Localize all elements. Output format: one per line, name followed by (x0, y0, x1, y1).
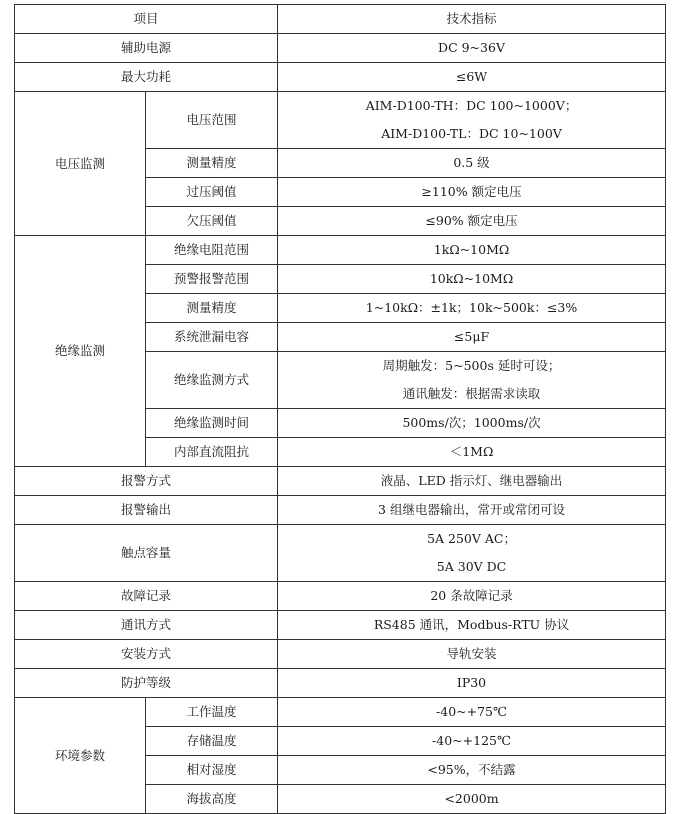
value-line: 5A 30V DC (436, 559, 507, 574)
sub-label: 绝缘监测方式 (146, 352, 278, 409)
row-value: 0.5 级 (278, 149, 666, 178)
table-row (15, 467, 666, 496)
table-row (15, 92, 666, 149)
sub-label: 测量精度 (146, 294, 278, 323)
table-row (15, 669, 666, 698)
row-value: <95%，不结露 (278, 756, 666, 785)
sub-label: 电压范围 (146, 92, 278, 149)
header-spec: 技术指标 (278, 5, 666, 34)
row-value: RS485 通讯，Modbus-RTU 协议 (278, 611, 666, 640)
sub-label: 测量精度 (146, 149, 278, 178)
row-label: 最大功耗 (15, 63, 278, 92)
group-label: 电压监测 (15, 92, 146, 236)
sub-label: 系统泄漏电容 (146, 323, 278, 352)
table-row (15, 236, 666, 265)
value-line: 5A 250V AC； (427, 531, 516, 546)
row-label: 故障记录 (15, 582, 278, 611)
row-label: 触点容量 (15, 525, 278, 582)
row-label: 报警输出 (15, 496, 278, 525)
table-row (15, 63, 666, 92)
row-value: DC 9~36V (278, 34, 666, 63)
row-value: ≥110% 额定电压 (278, 178, 666, 207)
row-value: 20 条故障记录 (278, 582, 666, 611)
row-value: ≤5μF (278, 323, 666, 352)
row-value: 导轨安装 (278, 640, 666, 669)
value-line: AIM-D100-TH：DC 100~1000V； (365, 98, 578, 113)
table-row (15, 640, 666, 669)
group-label: 环境参数 (15, 698, 146, 814)
table-row (15, 582, 666, 611)
table-row (15, 611, 666, 640)
sub-label: 预警报警范围 (146, 265, 278, 294)
row-value: 1kΩ~10MΩ (278, 236, 666, 265)
row-value: -40~+125℃ (278, 727, 666, 756)
row-label: 辅助电源 (15, 34, 278, 63)
group-label: 绝缘监测 (15, 236, 146, 467)
header-item: 项目 (15, 5, 278, 34)
sub-label: 存储温度 (146, 727, 278, 756)
sub-label: 相对湿度 (146, 756, 278, 785)
row-value: 1~10kΩ：±1k；10k~500k：≤3% (278, 294, 666, 323)
row-value: ＜1MΩ (278, 438, 666, 467)
row-value: 500ms/次；1000ms/次 (278, 409, 666, 438)
sub-label: 绝缘监测时间 (146, 409, 278, 438)
sub-label: 工作温度 (146, 698, 278, 727)
row-value: ≤6W (278, 63, 666, 92)
value-line: AIM-D100-TL：DC 10~100V (381, 126, 562, 141)
sub-label: 欠压阈值 (146, 207, 278, 236)
row-value (278, 92, 666, 149)
table-row (15, 698, 666, 727)
row-value: 10kΩ~10MΩ (278, 265, 666, 294)
row-value (278, 352, 666, 409)
sub-label: 过压阈值 (146, 178, 278, 207)
table-row (15, 525, 666, 582)
row-label: 安装方式 (15, 640, 278, 669)
row-value (278, 525, 666, 582)
row-value: -40~+75℃ (278, 698, 666, 727)
row-label: 通讯方式 (15, 611, 278, 640)
row-label: 报警方式 (15, 467, 278, 496)
row-value: 3 组继电器输出，常开或常闭可设 (278, 496, 666, 525)
value-line: 通讯触发：根据需求读取 (402, 386, 541, 401)
sub-label: 绝缘电阻范围 (146, 236, 278, 265)
spec-table (14, 4, 666, 814)
sub-label: 内部直流阻抗 (146, 438, 278, 467)
row-value: 液晶、LED 指示灯、继电器输出 (278, 467, 666, 496)
value-line: 周期触发：5~500s 延时可设； (382, 358, 561, 373)
row-value: <2000m (278, 785, 666, 814)
table-row (15, 5, 666, 34)
row-value: IP30 (278, 669, 666, 698)
sub-label: 海拔高度 (146, 785, 278, 814)
table-row (15, 496, 666, 525)
row-label: 防护等级 (15, 669, 278, 698)
table-row (15, 34, 666, 63)
row-value: ≤90% 额定电压 (278, 207, 666, 236)
